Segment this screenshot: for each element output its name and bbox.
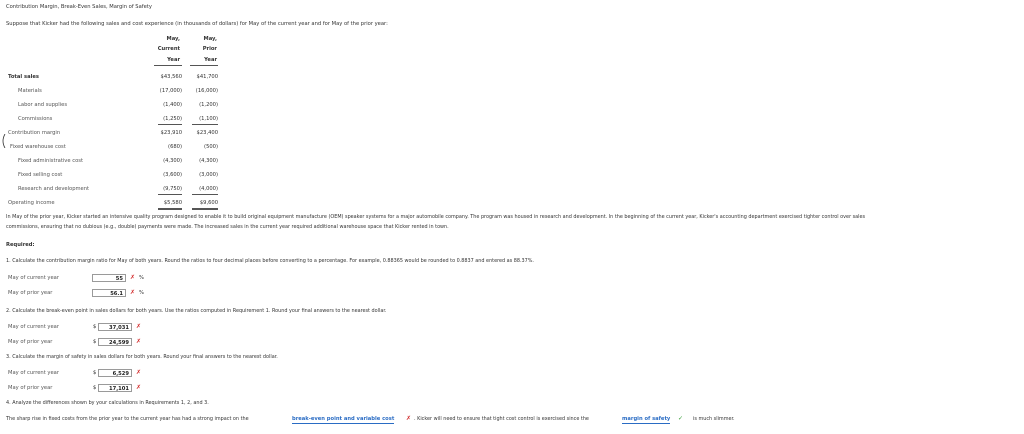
q4-dropdown-1[interactable]: break-even point and variable cost <box>292 416 395 422</box>
row-commissions-current: (1,250) <box>163 116 182 122</box>
page-title: Contribution Margin, Break-Even Sales, Margin of Safety <box>6 4 152 10</box>
row-materials-prior: (16,000) <box>195 88 218 94</box>
q4-dropdown-2-correct-icon: ✓ <box>678 415 684 422</box>
row-research-current: (9,750) <box>163 186 182 192</box>
q1-prior-wrong-icon: ✗ <box>130 289 136 296</box>
col2-header-line3: Year <box>204 57 217 63</box>
q4-sentence-part2: . Kicker will need to ensure that tight cost control is exercised since the <box>414 416 589 422</box>
q3-prior-label: May of prior year <box>8 385 53 391</box>
q2-prior-label: May of prior year <box>8 339 53 345</box>
row-label-labor: Labor and supplies <box>18 102 68 108</box>
row-labor-prior: (1,200) <box>199 102 218 108</box>
q3-text: 3. Calculate the margin of safety in sales dollars for both years. Round your final answers to the nearest dollar. <box>6 354 278 360</box>
q4-sentence-part3: is much slimmer. <box>693 416 735 422</box>
row-label-commissions: Commissions <box>18 116 53 122</box>
row-label-contribution-margin: Contribution margin <box>8 130 61 136</box>
margin-curve-decoration <box>0 134 6 148</box>
q3-prior-currency: $ <box>93 385 97 391</box>
research-underline-prior <box>192 194 218 195</box>
q2-prior-wrong-icon: ✗ <box>136 338 142 345</box>
q1-prior-label: May of prior year <box>8 290 53 296</box>
q1-current-wrong-icon: ✗ <box>130 274 136 281</box>
row-total-sales-prior: $41,700 <box>196 74 218 80</box>
narrative-line2: commissions, ensuring that no dubious (e.g., double) payments were made. The increased sales in the current year required additional warehouse space that Kicker rented in town. <box>6 224 449 230</box>
row-label-total-sales: Total sales <box>8 74 39 80</box>
row-fixed-warehouse-prior: (500) <box>204 144 218 150</box>
row-fixed-selling-current: (3,600) <box>163 172 182 178</box>
commissions-underline-current <box>158 124 182 125</box>
q2-current-currency: $ <box>93 324 97 330</box>
q4-dropdown-1-wrong-icon: ✗ <box>406 415 412 422</box>
research-underline-current <box>158 194 182 195</box>
q2-current-input[interactable]: 37,031 <box>98 323 132 331</box>
required-heading: Required: <box>6 242 35 248</box>
operating-income-double-underline-prior <box>192 208 218 210</box>
q1-text: 1. Calculate the contribution margin ratio for May of both years. Round the ratios to four decimal places before converting to a percentage. For example, 0.88365 would be rounded to 0.8837 and entered as 88.37%. <box>6 258 534 264</box>
row-materials-current: (17,000) <box>159 88 182 94</box>
col1-header-line2: Current <box>157 46 180 52</box>
row-operating-income-current: $5,580 <box>163 200 182 206</box>
col2-header-underline <box>190 65 218 66</box>
commissions-underline-prior <box>192 124 218 125</box>
q1-current-unit: % <box>139 275 144 281</box>
operating-income-double-underline-current <box>158 208 182 210</box>
row-label-research: Research and development <box>18 186 90 192</box>
q2-prior-input[interactable]: 24,599 <box>98 338 132 346</box>
row-commissions-prior: (1,100) <box>199 116 218 122</box>
row-fixed-admin-current: (4,300) <box>163 158 182 164</box>
col1-header-line3: Year <box>167 57 180 63</box>
q1-current-label: May of current year <box>8 275 59 281</box>
row-contribution-margin-current: $23,910 <box>160 130 182 136</box>
q4-text: 4. Analyze the differences shown by your calculations in Requirements 1, 2, and 3. <box>6 400 209 406</box>
row-label-materials: Materials <box>18 88 42 94</box>
row-fixed-admin-prior: (4,300) <box>199 158 218 164</box>
q1-prior-input[interactable]: 56.1 <box>92 289 126 297</box>
q3-current-label: May of current year <box>8 370 59 376</box>
q1-current-input[interactable]: 55 <box>92 274 126 282</box>
narrative-line1: In May of the prior year, Kicker started an intensive quality program designed to enable it to build original equipment manufacture (OEM) speaker systems for a major automobile company. The program was housed in research and development. In the beginning of the current year, Kicker's accounting department exercised tighter control over sales <box>6 214 866 220</box>
row-contribution-margin-prior: $23,400 <box>196 130 218 136</box>
row-label-fixed-selling: Fixed selling cost <box>18 172 63 178</box>
q2-current-wrong-icon: ✗ <box>136 323 142 330</box>
row-labor-current: (1,400) <box>163 102 182 108</box>
row-fixed-selling-prior: (3,000) <box>199 172 218 178</box>
q3-current-input[interactable]: 6,529 <box>98 369 132 377</box>
col1-header-line1: May, <box>166 36 180 42</box>
row-operating-income-prior: $9,600 <box>199 200 218 206</box>
row-label-fixed-warehouse: Fixed warehouse cost <box>10 144 66 150</box>
q3-current-currency: $ <box>93 370 97 376</box>
q1-prior-unit: % <box>139 290 144 296</box>
q2-text: 2. Calculate the break-even point in sales dollars for both years. Use the ratios computed in Requirement 1. Round your final answers to the nearest dollar. <box>6 308 387 314</box>
intro-text: Suppose that Kicker had the following sales and cost experience (in thousands of dollars) for May of the current year and for May of the prior year: <box>6 21 388 27</box>
col2-header-line2: Prior <box>202 46 217 52</box>
q4-sentence-part1: The sharp rise in fixed costs from the prior year to the current year has had a strong impact on the <box>6 416 249 422</box>
col1-header-underline <box>154 65 182 66</box>
row-fixed-warehouse-current: (680) <box>168 144 182 150</box>
row-research-prior: (4,000) <box>199 186 218 192</box>
col2-header-line1: May, <box>203 36 217 42</box>
q3-current-wrong-icon: ✗ <box>136 369 142 376</box>
q2-prior-currency: $ <box>93 339 97 345</box>
row-label-operating-income: Operating income <box>8 200 55 206</box>
row-total-sales-current: $43,560 <box>160 74 182 80</box>
q3-prior-wrong-icon: ✗ <box>136 384 142 391</box>
q2-current-label: May of current year <box>8 324 59 330</box>
q3-prior-input[interactable]: 17,101 <box>98 384 132 392</box>
row-label-fixed-admin: Fixed administrative cost <box>18 158 83 164</box>
q4-dropdown-2[interactable]: margin of safety <box>622 416 671 422</box>
